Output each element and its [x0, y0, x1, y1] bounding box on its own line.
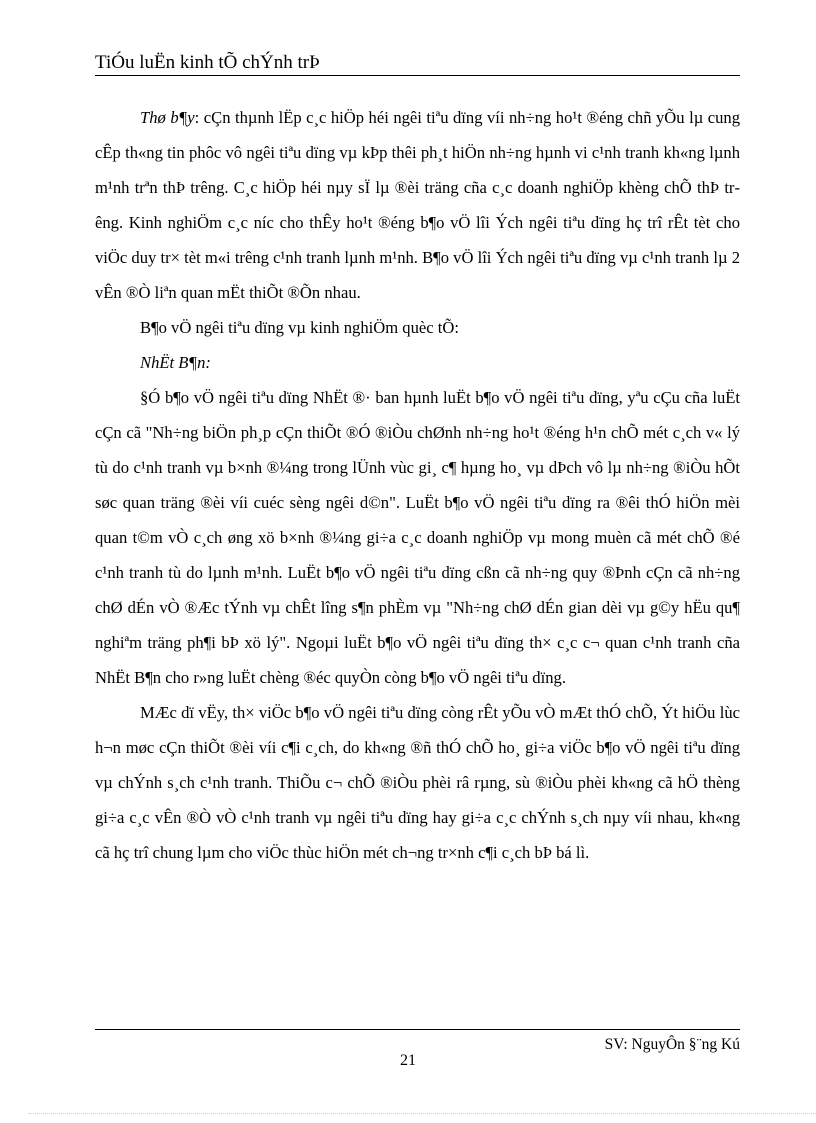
subsection-heading-japan: NhËt B¶n:	[140, 353, 211, 372]
paragraph-lead: Thø b¶y	[140, 108, 195, 127]
footer-rule	[95, 1029, 740, 1030]
paragraph-japan-law: §Ó b¶o vÖ ngêi tiªu dïng NhËt ®· ban hµnh luËt b¶o vÖ ngêi tiªu dïng, yªu cÇu cña luËt cÇn cã "Nh÷ng biÖn ph¸p cÇn thiÕt ®Ó ®iÒu chØnh nh÷ng ho¹t ®éng h¹n chÕ mét c¸ch v« lý tù do c¹nh tranh vµ b×nh ®¼ng trong lÜnh vùc gi¸ c¶ hµng ho¸ vµ dÞch vô lµ nh÷ng ®iÒu hÕt søc quan träng ®èi víi cuéc sèng ngêi d©n". LuËt b¶o vÖ ngêi tiªu dïng ra ®êi thÓ hiÖn mèi quan t©m vÒ c¸ch øng xö b×nh ®¼ng gi÷a c¸c doanh nghiÖp vµ mong muèn cã mét chÕ ®é c¹nh tranh tù do lµnh m¹nh. LuËt b¶o vÖ ngêi tiªu dïng cßn cã nh÷ng quy ®Þnh cÇn cã nh÷ng chØ dÉn vÒ ®Æc tÝnh vµ chÊt lîng s¶n phÈm vµ "Nh÷ng chØ dÉn gian dèi vµ g©y hËu qu¶ nghiªm träng ph¶i bÞ xö lý". Ngoµi luËt b¶o vÖ ngêi tiªu dïng th× c¸c c¬ quan c¹nh tranh cña NhËt B¶n cho r»ng luËt chèng ®éc quyÒn còng b¶o vÖ ngêi tiªu dïng.	[95, 388, 740, 687]
paragraph-thu-bay	[95, 100, 740, 310]
paragraph-weakness: MÆc dï vËy, th× viÖc b¶o vÖ ngêi tiªu dïng còng rÊt yÕu vÒ mÆt thÓ chÕ, Ýt hiÖu lùc h¬n møc cÇn thiÕt ®èi víi c¶i c¸ch, do kh«ng ®ñ thÓ chÕ ho¸ gi÷a viÖc b¶o vÖ ngêi tiªu dïng vµ chÝnh s¸ch c¹nh tranh. ThiÕu c¬ chÕ ®iÒu phèi râ rµng, sù ®iÒu phèi kh«ng cã hÖ thèng gi÷a c¸c vÊn ®Ò vÒ c¹nh tranh vµ ngêi tiªu dïng hay gi÷a c¸c chÝnh s¸ch nµy víi nhau, kh«ng cã hç trî chung lµm cho viÖc thùc hiÖn mét ch¬ng tr×nh c¶i c¸ch bÞ bá lì.	[95, 703, 740, 862]
page-edge-divider	[28, 1113, 816, 1114]
paragraph-text: : cÇn thµnh lËp c¸c hiÖp héi ngêi tiªu dïng víi nh÷ng ho¹t ®éng chñ yÕu lµ cung cÊp th«ng tin phôc vô ngêi tiªu dïng vµ kÞp thêi ph¸t hiÖn nh÷ng hµnh vi c¹nh tranh kh«ng lµnh m¹nh trªn thÞ trêng. C¸c hiÖp héi nµy sÏ lµ ®èi träng cña c¸c doanh nghiÖp khèng chÕ thÞ trêng. Kinh nghiÖm c¸c níc cho thÊy ho¹t ®éng b¶o vÖ lîi Ých ngêi tiªu dïng hç trî rÊt tèt cho viÖc duy tr× tèt m«i trêng c¹nh tranh lµnh m¹nh. B¶o vÖ lîi Ých ngêi tiªu dïng vµ c¹nh tranh lµ 2 vÊn ®Ò liªn quan mËt thiÕt ®Õn nhau.	[95, 108, 741, 302]
page-number: 21	[400, 1052, 416, 1069]
body-text	[95, 100, 740, 870]
section-heading: B¶o vÖ ngêi tiªu dïng vµ kinh nghiÖm quèc tÕ:	[140, 318, 459, 337]
student-name: SV: NguyÔn §¨ng Kú	[604, 1036, 740, 1053]
header-rule	[95, 75, 740, 76]
header-title: TiÓu luËn kinh tÕ chÝnh trÞ	[95, 52, 320, 73]
